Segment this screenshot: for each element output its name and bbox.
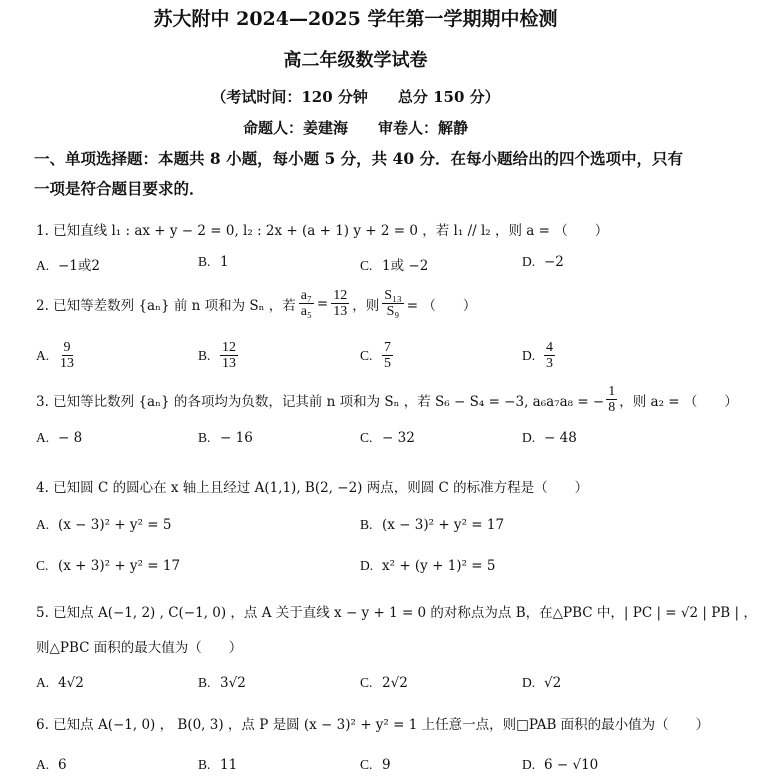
q2-b-num: 12 xyxy=(222,340,236,355)
q6-option-a[interactable]: A. 6 xyxy=(36,757,67,773)
q3-option-b-text: − 16 xyxy=(220,430,253,446)
q3-fraction xyxy=(606,384,617,416)
q2-cond-rden: 13 xyxy=(333,304,348,320)
q3-option-c-text: − 32 xyxy=(382,430,415,446)
question-6-stem: 6. 已知点 A(−1, 0) ， B(0, 3) ，点 P 是圆 (x − 3)² + y² = 1 上任意一点，则□PAB 面积的最小值为（ ） xyxy=(36,717,710,733)
exam-subtitle: 高二年级数学试卷 xyxy=(283,50,428,71)
q2-option-d-frac xyxy=(544,340,555,372)
q1-option-a-text: −1或2 xyxy=(58,258,100,274)
q2-ask-tail: = （ ） xyxy=(406,297,477,314)
question-4-stem: 4. 已知圆 C 的圆心在 x 轴上且经过 A(1,1), B(2, −2) 两点，则圆 C 的标准方程是（ ） xyxy=(36,480,589,496)
q4-option-a-text: (x − 3)² + y² = 5 xyxy=(58,517,172,533)
q1-option-d-text: −2 xyxy=(544,254,564,270)
exam-authors: 命题人：姜建海 审卷人：解静 xyxy=(242,119,468,137)
q3-option-a-text: − 8 xyxy=(58,430,83,446)
q2-a-den: 13 xyxy=(60,356,74,372)
q2-c-num: 7 xyxy=(384,340,391,355)
q4-option-c[interactable]: C. (x + 3)² + y² = 17 xyxy=(36,558,181,574)
q3-option-b[interactable]: B. − 16 xyxy=(198,430,253,446)
q1-option-b-text: 1 xyxy=(220,254,229,270)
q6-option-d-text: 6 − √10 xyxy=(544,757,599,773)
q3-frac-den: 8 xyxy=(608,400,616,416)
q2-option-c-frac xyxy=(382,340,393,372)
q5-option-a-text: 4√2 xyxy=(58,675,84,691)
q2-condition-fraction xyxy=(299,288,314,320)
q3-frac-num: 1 xyxy=(608,384,616,399)
q1-option-d[interactable]: D. −2 xyxy=(522,254,564,270)
q2-condition-value xyxy=(331,288,349,320)
q4-option-b-text: (x − 3)² + y² = 17 xyxy=(382,517,505,533)
q6-option-d[interactable]: D. 6 − √10 xyxy=(522,757,599,773)
q5-option-d-text: √2 xyxy=(544,675,562,691)
q4-option-d[interactable]: D. x² + (y + 1)² = 5 xyxy=(360,558,496,574)
exam-info: （考试时间：120 分钟 总分 150 分） xyxy=(211,88,500,106)
question-5-stem-line1: 5. 已知点 A(−1, 2) , C(−1, 0) ，点 A 关于直线 x − y + 1 = 0 的对称点为点 B，在△PBC 中，| PC | = √2 | PB | ， xyxy=(36,605,757,621)
section-heading-line2: 一项是符合题目要求的． xyxy=(34,179,205,198)
q1-option-b[interactable]: B. 1 xyxy=(198,254,229,270)
q2-ask-num: S₁₃ xyxy=(384,288,402,303)
q5-option-d[interactable]: D. √2 xyxy=(522,675,562,691)
q2-a-num: 9 xyxy=(63,340,71,355)
q6-option-c-text: 9 xyxy=(382,757,391,773)
question-1-stem: 1. 已知直线 l₁ : ax + y − 2 = 0, l₂ : 2x + (a + 1) y + 2 = 0 ，若 l₁ // l₂ ，则 a = （ ） xyxy=(36,223,609,239)
q2-option-a[interactable]: A. $\frac{9}{13}$ xyxy=(36,340,74,372)
q2-d-num: 4 xyxy=(546,340,553,355)
q1-option-c-text: 1或 −2 xyxy=(382,258,429,274)
q2-ask-mid: ，则 xyxy=(352,297,380,314)
q2-cond-den: a₅ xyxy=(300,304,312,320)
q3-option-c[interactable]: C. − 32 xyxy=(360,430,415,446)
section-heading-line1: 一、单项选择题：本题共 8 小题，每小题 5 分，共 40 分．在每小题给出的四个选项中，只有 xyxy=(34,149,684,168)
q3-option-d[interactable]: D. − 48 xyxy=(522,430,577,446)
question-3-stem xyxy=(36,384,738,416)
q4-option-d-text: x² + (y + 1)² = 5 xyxy=(382,558,496,574)
q5-option-a[interactable]: A. 4√2 xyxy=(36,675,84,691)
q3-option-a[interactable]: A. − 8 xyxy=(36,430,83,446)
q3-option-d-text: − 48 xyxy=(544,430,577,446)
q5-option-c[interactable]: C. 2√2 xyxy=(360,675,408,691)
q3-stem-pre: 3. 已知等比数列 {aₙ} 的各项均为负数，记其前 n 项和为 Sₙ ，若 S₆ − S₄ = −3, a₆a₇a₈ = − xyxy=(36,393,605,410)
q6-option-c[interactable]: C. 9 xyxy=(360,757,391,773)
q2-option-b-frac xyxy=(220,340,238,372)
question-5-stem-line2: 则△PBC 面积的最大值为（ ） xyxy=(36,640,243,656)
q4-option-b[interactable]: B. (x − 3)² + y² = 17 xyxy=(360,517,505,533)
q1-option-a[interactable]: A. −1或2 xyxy=(36,258,100,274)
q2-cond-num: a₇ xyxy=(300,288,312,303)
q2-option-c[interactable]: C. $\frac{7}{5}$ xyxy=(360,340,391,372)
q2-option-a-frac xyxy=(58,340,76,372)
q2-option-d[interactable]: D. $\frac{4}{3}$ xyxy=(522,340,553,372)
q6-option-b-text: 11 xyxy=(220,757,238,773)
q4-option-a[interactable]: A. (x − 3)² + y² = 5 xyxy=(36,517,172,533)
q2-b-den: 13 xyxy=(222,356,236,372)
section-heading xyxy=(34,144,694,204)
q5-option-b[interactable]: B. 3√2 xyxy=(198,675,246,691)
q6-option-b[interactable]: B. 11 xyxy=(198,757,238,773)
q3-stem-post: ，则 a₂ = （ ） xyxy=(619,393,738,410)
q2-stem-pre: 2. 已知等差数列 {aₙ} 前 n 项和为 Sₙ ，若 xyxy=(36,297,296,314)
q1-option-c[interactable]: C. 1或 −2 xyxy=(360,258,429,274)
q2-ask-fraction xyxy=(382,288,404,320)
q2-d-den: 3 xyxy=(546,356,553,372)
q2-cond-eq: = xyxy=(316,295,329,312)
q5-option-c-text: 2√2 xyxy=(382,675,408,691)
q2-cond-rnum: 12 xyxy=(333,288,348,303)
q4-option-c-text: (x + 3)² + y² = 17 xyxy=(58,558,181,574)
q5-option-b-text: 3√2 xyxy=(220,675,246,691)
question-2-stem xyxy=(36,288,701,320)
q6-option-a-text: 6 xyxy=(58,757,67,773)
q2-c-den: 5 xyxy=(384,356,391,372)
exam-title: 苏大附中 2024—2025 学年第一学期期中检测 xyxy=(153,8,558,30)
q2-option-b[interactable]: B. $\frac{12}{13}$ xyxy=(198,340,236,372)
q2-ask-den: S₉ xyxy=(386,304,400,320)
